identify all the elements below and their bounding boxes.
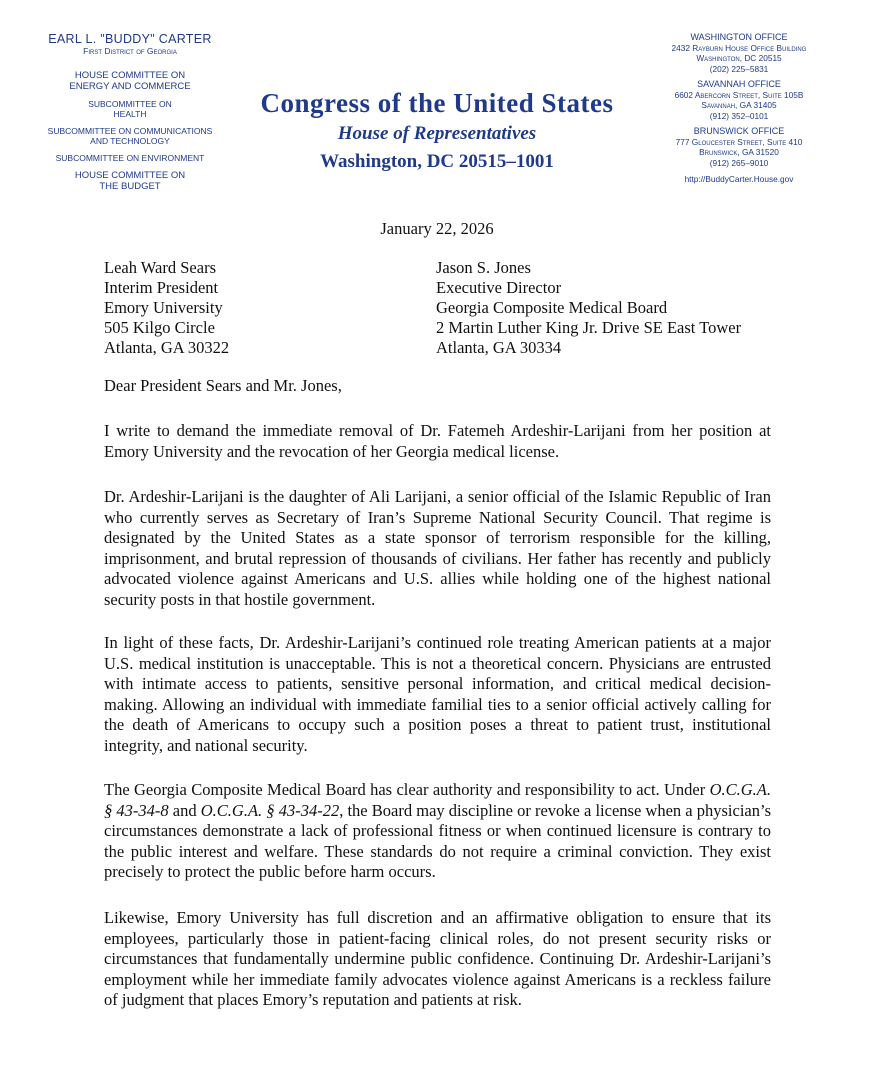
recipient-street: 505 Kilgo Circle [104,318,215,337]
website-link[interactable]: http://BuddyCarter.House.gov [684,174,794,184]
masthead-house: House of Representatives [337,123,537,144]
recipient-title: Interim President [104,278,219,297]
paragraph-1: I write to demand the immediate removal of Dr. Fatemeh Ardeshir-Larijani from her position at Emory University and the revocation of her Georgia medical license. [104,421,771,461]
recipient-title: Executive Director [436,278,562,297]
office-brunswick: BRUNSWICK OFFICE 777 Gloucester Street, Suite 410 Brunswick, GA 31520 (912) 265–9010 [675,126,803,168]
masthead-congress: Congress of the United States [260,88,614,118]
subcommittee-health: SUBCOMMITTEE ON HEALTH [88,99,172,119]
paragraph-4: The Georgia Composite Medical Board has clear authority and responsibility to act. Under O.C.G.A. § 43-34-8 and O.C.G.A. § 43-34-22, the Board may discipline or revoke a license when a physician’s circumstances demonstrate a lack of professional fitness or when continued licensure is contrary to the public interest and welfare. These standards do not require a criminal conviction. They exist precisely to protect the public before harm occurs. [104,780,772,881]
subcommittee-environment: SUBCOMMITTEE ON ENVIRONMENT [55,153,205,163]
recipient-city: Atlanta, GA 30322 [104,338,230,357]
masthead [230,86,644,176]
letterhead-right [634,32,844,185]
recipient-2 [436,258,741,358]
recipient-1 [104,258,229,358]
member-name: EARL L. "BUDDY" CARTER [48,32,212,46]
subcommittee-communications: SUBCOMMITTEE ON COMMUNICATIONS AND TECHNOLOGY [47,126,213,146]
letter-date: January 22, 2026 [380,219,494,238]
masthead-address: Washington, DC 20515–1001 [320,151,554,172]
citation-ocga-43-34-22: O.C.G.A. § 43-34-22 [200,800,340,820]
committee-budget: HOUSE COMMITTEE ON THE BUDGET [74,170,186,192]
citation-ocga-43-34-8: O.C.G.A. § 43-34-8 [104,780,771,820]
recipient-org: Emory University [104,298,223,317]
recipient-name: Leah Ward Sears [104,258,216,277]
member-district: First District of Georgia [83,46,177,56]
paragraph-2: Dr. Ardeshir-Larijani is the daughter of Ali Larijani, a senior official of the Islamic Republic of Iran who currently serves as Secretary of Iran’s Supreme National Security Council. That regime is designated by the United States as a state sponsor of terrorism responsible for the killing, imprisonment, and brutal repression of thousands of civilians. Her father has recently and publicly advocated violence against Americans and U.S. allies while holding one of the highest national security posts in that hostile government. [104,487,771,609]
recipient-street: 2 Martin Luther King Jr. Drive SE East Tower [436,318,742,337]
paragraph-3: In light of these facts, Dr. Ardeshir-Larijani’s continued role treating American patients at a major U.S. medical institution is unacceptable. This is not a theoretical concern. Physicians are entrusted with intimate access to patients, sensitive personal information, and critical medical decision-making. Allowing an individual with immediate familial ties to a senior official actively calling for the death of Americans to occupy such a position poses a threat to patient trust, institutional integrity, and national security. [104,633,771,755]
salutation: Dear President Sears and Mr. Jones, [104,376,342,395]
committee-energy-commerce: HOUSE COMMITTEE ON ENERGY AND COMMERCE [69,70,191,92]
office-savannah: SAVANNAH OFFICE 6602 Abercorn Street, Suite 105B Savannah, GA 31405 (912) 352–0101 [674,79,804,121]
office-washington: WASHINGTON OFFICE 2432 Rayburn House Office Building Washington, DC 20515 (202) 225–5831 [671,32,807,74]
recipient-name: Jason S. Jones [436,258,531,277]
letterhead-left [40,32,220,199]
paragraph-5: Likewise, Emory University has full discretion and an affirmative obligation to ensure that its employees, particularly those in patient-facing clinical roles, do not present security risks or circumstances that fundamentally undermine public confidence. Continuing Dr. Ardeshir-Larijani’s employment while her immediate family advocates violence against Americans is a reckless failure of judgment that places Emory’s reputation and patients at risk. [104,908,771,1009]
recipient-city: Atlanta, GA 30334 [436,338,562,357]
recipient-org: Georgia Composite Medical Board [436,298,668,317]
